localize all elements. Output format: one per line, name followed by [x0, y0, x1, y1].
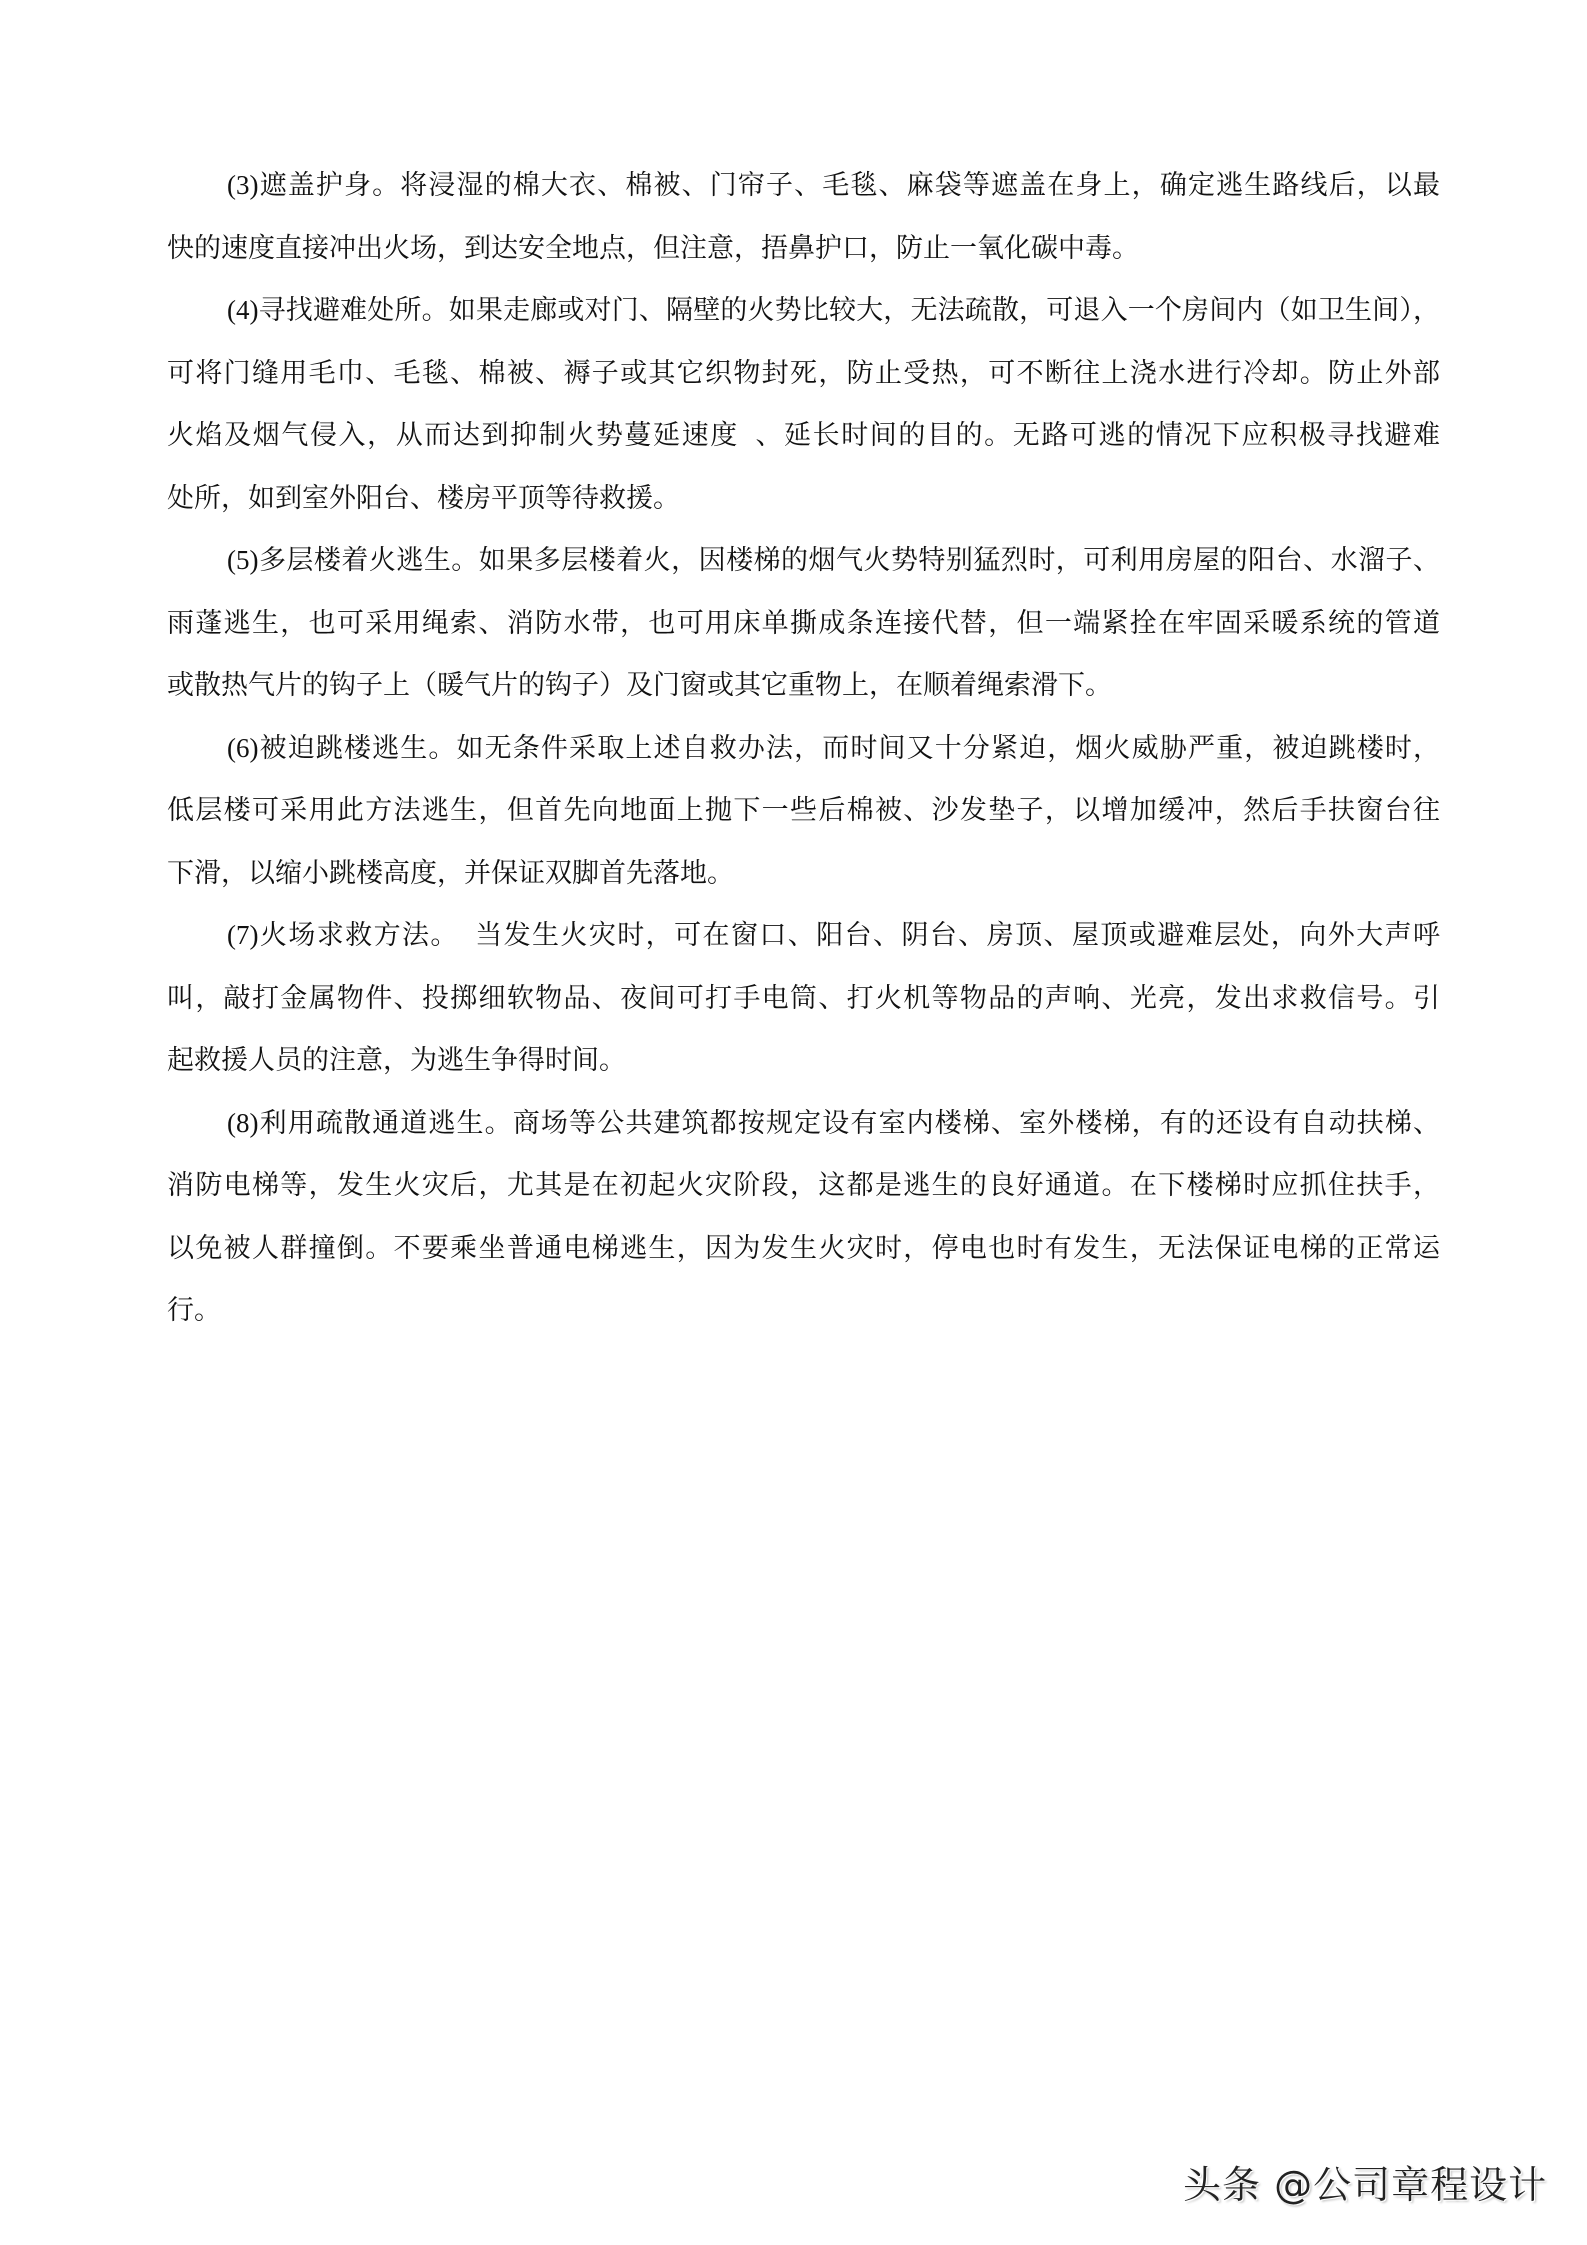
text-line: (7)火场求救方法。 当发生火灾时，可在窗口、阳台、阴台、房顶、屋顶或避难层处，向外大声呼 [227, 920, 1440, 950]
text-line: (8)利用疏散通道逃生。商场等公共建筑都按规定设有室内楼梯、室外楼梯，有的还设有自动扶梯、 [227, 1107, 1440, 1138]
paragraph-multistory-escape [167, 538, 1440, 726]
text-line: (4)寻找避难处所。如果走廊或对门、隔壁的火势比较大，无法疏散，可退入一个房间内（如卫生间）， [227, 295, 1440, 325]
text-line: 下滑，以缩小跳楼高度，并保证双脚首先落地。 [167, 857, 734, 888]
paragraph-call-for-help [167, 913, 1440, 1101]
text-line: 行。 [167, 1295, 221, 1325]
text-line: (3)遮盖护身。将浸湿的棉大衣、棉被、门帘子、毛毯、麻袋等遮盖在身上，确定逃生路线后，以最 [227, 170, 1440, 200]
text-line: 可将门缝用毛巾、毛毯、棉被、褥子或其它织物封死，防止受热，可不断往上浇水进行冷却。防止外部 [167, 357, 1440, 388]
text-line: 消防电梯等，发生火灾后，尤其是在初起火灾阶段，这都是逃生的良好通道。在下楼梯时应抓住扶手， [167, 1170, 1440, 1200]
paragraph-find-refuge [167, 288, 1440, 538]
text-line: 叫，敲打金属物件、投掷细软物品、夜间可打手电筒、打火机等物品的声响、光亮，发出求救信号。引 [167, 982, 1440, 1013]
text-line: 雨蓬逃生，也可采用绳索、消防水带，也可用床单撕成条连接代替，但一端紧拴在牢固采暖系统的管道 [167, 607, 1440, 638]
text-line: 处所，如到室外阳台、楼房平顶等待救援。 [167, 482, 680, 513]
text-line: 低层楼可采用此方法逃生，但首先向地面上抛下一些后棉被、沙发垫子，以增加缓冲，然后手扶窗台往 [167, 795, 1440, 825]
text-line: 火焰及烟气侵入，从而达到抑制火势蔓延速度 、延长时间的目的。无路可逃的情况下应积极寻找避难 [167, 420, 1440, 450]
text-line: 快的速度直接冲出火场，到达安全地点，但注意，捂鼻护口，防止一氧化碳中毒。 [167, 232, 1139, 263]
paragraph-forced-jump [167, 726, 1440, 914]
paragraph-evacuation-route [167, 1101, 1440, 1351]
text-line: 起救援人员的注意，为逃生争得时间。 [167, 1045, 626, 1075]
paragraph-cover-body [167, 163, 1440, 288]
watermark: 头条 @公司章程设计 [1183, 2163, 1548, 2207]
text-line: 或散热气片的钩子上（暖气片的钩子）及门窗或其它重物上，在顺着绳索滑下。 [167, 670, 1112, 700]
text-line: (6)被迫跳楼逃生。如无条件采取上述自救办法，而时间又十分紧迫，烟火威胁严重，被迫跳楼时， [227, 732, 1440, 763]
text-line: (5)多层楼着火逃生。如果多层楼着火，因楼梯的烟气火势特别猛烈时，可利用房屋的阳台、水溜子、 [227, 545, 1440, 575]
document-body [167, 163, 1440, 1351]
text-line: 以免被人群撞倒。不要乘坐普通电梯逃生，因为发生火灾时，停电也时有发生，无法保证电梯的正常运 [167, 1232, 1440, 1263]
